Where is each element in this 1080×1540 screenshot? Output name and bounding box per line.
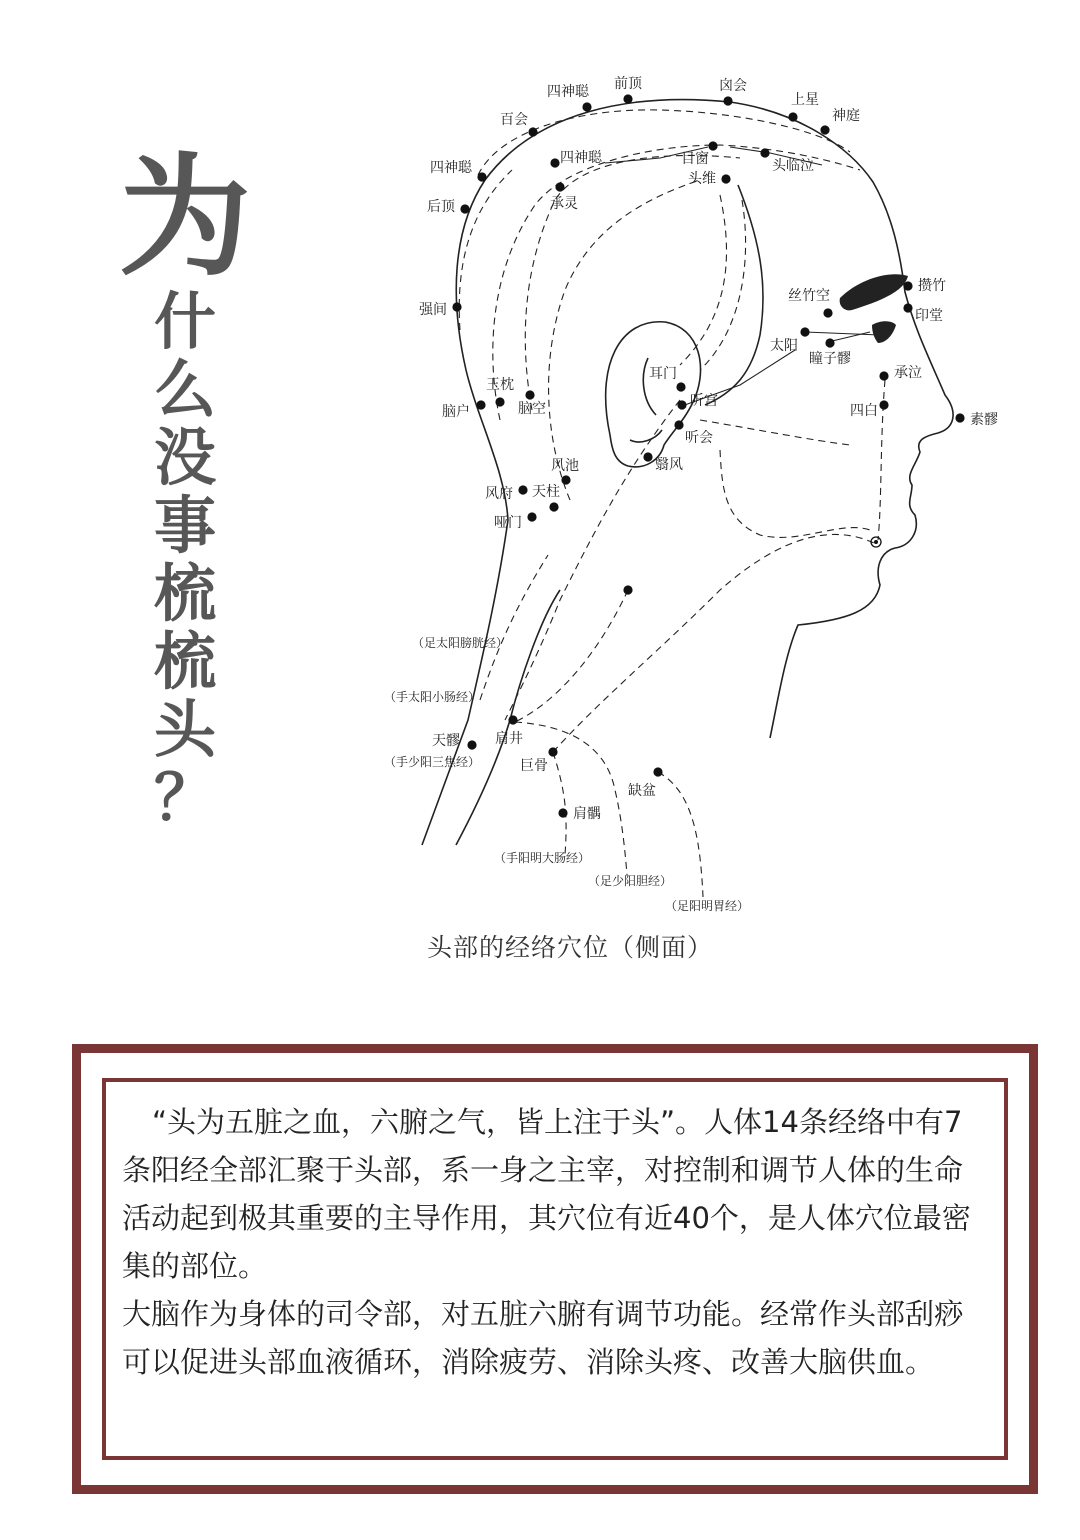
meridian-paths	[459, 110, 885, 897]
acupoint-dot	[879, 371, 888, 380]
acupoint-label: 囟会	[719, 78, 747, 94]
acupoint-dot	[955, 413, 964, 422]
acupoint-label: 四神聪	[560, 150, 602, 166]
acupoint-dot	[525, 390, 534, 399]
acupoint-dot	[820, 125, 829, 134]
acupoint-label: 素髎	[970, 412, 998, 428]
acupoint-label: 头维	[688, 171, 716, 187]
acupoint-label: 百会	[500, 112, 528, 128]
acupoint-dot	[760, 148, 769, 157]
acupoint-dot	[623, 94, 632, 103]
acupoint-label: 脑户	[442, 404, 470, 420]
acupoint-dot	[903, 303, 912, 312]
acupoint-label: 印堂	[915, 308, 943, 324]
acupoint-dot	[653, 767, 662, 776]
acupoint-dot	[548, 747, 557, 756]
acupoint-dot	[508, 715, 517, 724]
acupoint-dot	[518, 485, 527, 494]
title-char: 什	[153, 285, 216, 358]
acupoint-label: 承泣	[894, 365, 922, 381]
acupoint-dot	[460, 204, 469, 213]
title-char: 事	[153, 489, 216, 562]
title-char: 么	[153, 353, 216, 426]
acupoint-dot	[476, 400, 485, 409]
acupoint-dot	[582, 102, 591, 111]
acupoint-label: 风池	[551, 458, 579, 474]
acupoint-label: 丝竹空	[788, 288, 830, 304]
acupoint-label: 四神聪	[547, 84, 589, 100]
meridian-label: （手太阳小肠经）	[383, 690, 481, 704]
acupoint-dot	[643, 452, 652, 461]
acupoint-dot	[708, 141, 717, 150]
acupoint-dot	[800, 327, 809, 336]
acupoint-dot	[555, 182, 564, 191]
acupoint-dot	[558, 808, 567, 817]
acupoint-label: 脑空	[518, 401, 546, 417]
acupoint-label: 承灵	[550, 196, 578, 212]
acupoint-label: 后顶	[427, 199, 455, 215]
acupoint-label: 瞳子髎	[809, 351, 851, 367]
acupoint-label: 缺盆	[628, 783, 656, 799]
acupoint-dot	[674, 420, 683, 429]
acupoint-dot	[495, 397, 504, 406]
meridian-label: （手阳明大肠经）	[493, 851, 591, 865]
acupoint-label: 强间	[419, 302, 447, 318]
acupoint-dot	[527, 512, 536, 521]
acupoint-dot	[561, 475, 570, 484]
acupoint-label: 哑门	[494, 515, 522, 531]
acupoint-label: 翳风	[655, 457, 683, 473]
acupoint-label: 头临泣	[772, 158, 814, 174]
acupoint-label: 上星	[791, 92, 819, 108]
acupoint-label: 四白	[850, 403, 878, 419]
eye-and-brow	[840, 274, 908, 343]
acupoint-label: 太阳	[770, 338, 798, 354]
acupoint-dot	[623, 585, 632, 594]
acupoint-dot	[467, 740, 476, 749]
meridian-label: （手少阳三焦经）	[383, 755, 481, 769]
acupoint-label: 肩髃	[573, 806, 601, 822]
info-paragraph: 大脑作为身体的司令部，对五脏六腑有调节功能。经常作头部刮痧可以促进头部血液循环，消除疲劳、消除头疼、改善大脑供血。	[122, 1297, 964, 1379]
acupoint-dot	[879, 400, 888, 409]
acupoint-label: 四神聪	[430, 160, 472, 176]
acupoint-dot	[723, 96, 732, 105]
title-char: 头	[153, 693, 216, 766]
acupoint-dot	[549, 502, 558, 511]
acupoint-dot	[903, 281, 912, 290]
title-char-big: 为	[119, 141, 251, 295]
leader-lines	[605, 147, 880, 406]
acupoint-dot	[721, 174, 730, 183]
acupoint-label: 听会	[685, 430, 713, 446]
info-paragraph: “头为五脏之血，六腑之气，皆上注于头”。人体14条经络中有7条阳经全部汇聚于头部，系一身之主宰，对控制和调节人体的生命活动起到极其重要的主导作用，其穴位有近40个，是人体穴位最密集的部位。	[122, 1105, 971, 1283]
title-char: 梳	[153, 557, 216, 630]
acupoint-dot	[677, 400, 686, 409]
info-box	[102, 1078, 1008, 1460]
acupoint-dot	[452, 302, 461, 311]
acupoint-dot	[825, 338, 834, 347]
acupoint-label: 攒竹	[918, 278, 946, 294]
acupoint-label: 目窗	[681, 151, 709, 167]
acupoint-label: 前顶	[614, 76, 642, 92]
meridian-label: （足少阳胆经）	[587, 874, 673, 888]
meridian-label: （足阳明胃经）	[664, 899, 750, 913]
acupoint-label: 风府	[485, 486, 513, 502]
diagram-caption: 头部的经络穴位（侧面）	[426, 933, 713, 962]
acupoint-dot	[477, 172, 486, 181]
acupoint-label: 玉枕	[486, 377, 514, 393]
title-char: 没	[153, 421, 216, 494]
vertical-title	[119, 141, 251, 834]
title-char: 梳	[153, 625, 216, 698]
chin-point-center	[874, 540, 878, 544]
acupoint-label: 巨骨	[520, 758, 548, 774]
acupoint-dot	[528, 127, 537, 136]
acupoint-dot	[788, 112, 797, 121]
head-acupoint-diagram	[350, 60, 1050, 990]
acupoint-label: 神庭	[832, 108, 860, 124]
acupoint-label: 肩井	[495, 731, 523, 747]
acupoint-label: 天髎	[432, 733, 460, 749]
acupoint-dot	[823, 308, 832, 317]
acupoint-label: 天柱	[532, 484, 560, 500]
acupoint-label: 耳门	[649, 366, 677, 382]
meridian-label: （足太阳膀胱经）	[411, 636, 509, 650]
acupoint-label: 听宫	[690, 393, 718, 409]
acupoint-dot	[550, 158, 559, 167]
title-char: ？	[153, 761, 216, 834]
acupoint-dot	[676, 382, 685, 391]
